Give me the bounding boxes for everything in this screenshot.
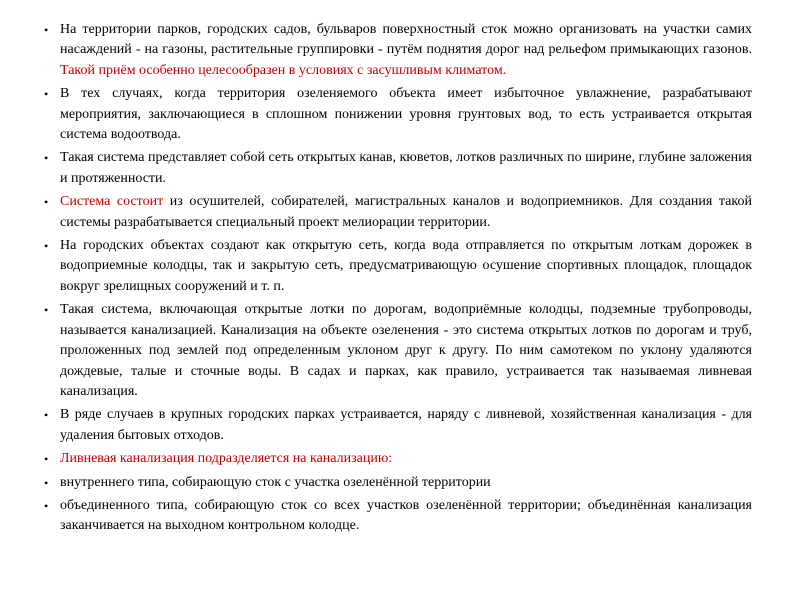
bullet-text: На территории парков, городских садов, бульваров поверхностный сток можно организовать на участки самих насаждений - на газоны, растительные группировки - путём поднятия дорог над рельефом примыкающих газонов. bbox=[60, 22, 752, 58]
bullet-highlight: Система состоит bbox=[60, 194, 164, 210]
bullet-item-5 bbox=[44, 236, 752, 297]
bullet-dot-icon: • bbox=[44, 151, 49, 166]
bullet-dot-icon: • bbox=[44, 408, 49, 423]
bullet-item-10 bbox=[44, 496, 752, 537]
bullet-list bbox=[44, 20, 752, 537]
bullet-item-4 bbox=[44, 192, 752, 233]
bullet-item-1 bbox=[44, 20, 752, 81]
bullet-dot-icon: • bbox=[44, 498, 49, 513]
slide-content bbox=[44, 20, 752, 540]
bullet-text: Такая система представляет собой сеть открытых канав, кюветов, лотков различных по ширине, глубине заложения и протяженности. bbox=[60, 150, 752, 186]
bullet-item-3 bbox=[44, 148, 752, 189]
bullet-item-8 bbox=[44, 449, 752, 469]
bullet-dot-icon: • bbox=[44, 452, 49, 467]
bullet-text: внутреннего типа, собирающую сток с участка озеленённой территории bbox=[60, 474, 491, 490]
bullet-item-2 bbox=[44, 84, 752, 145]
bullet-dot-icon: • bbox=[44, 239, 49, 254]
bullet-highlight: Ливневая канализация подразделяется на канализацию: bbox=[60, 451, 393, 467]
bullet-dot-icon: • bbox=[44, 23, 49, 37]
bullet-dot-icon: • bbox=[44, 475, 49, 490]
bullet-item-6 bbox=[44, 300, 752, 402]
bullet-dot-icon: • bbox=[44, 195, 49, 210]
bullet-highlight: Такой приём особенно целесообразен в условиях с засушливым климатом. bbox=[60, 62, 507, 78]
bullet-dot-icon: • bbox=[44, 87, 49, 102]
bullet-text: В ряде случаев в крупных городских парках устраивается, наряду с ливневой, хозяйственная канализация - для удаления бытовых отходов. bbox=[60, 407, 752, 443]
bullet-text: объединенного типа, собирающую сток со всех участков озеленённой территории; объединённая канализация заканчивается на выходном контрольном колодце. bbox=[60, 497, 752, 534]
bullet-item-9 bbox=[44, 473, 752, 493]
bullet-text: из осушителей, собирателей, магистральных каналов и водоприемников. Для создания такой системы разрабатывается специальный проект мелиорации территории. bbox=[60, 194, 752, 230]
bullet-item-7 bbox=[44, 405, 752, 446]
bullet-text: В тех случаях, когда территория озеленяемого объекта имеет избыточное увлажнение, разрабатывают мероприятия, заключающиеся в сплошном понижении уровня грунтовых вод, то есть устраивается открытая система водоотвода. bbox=[60, 86, 752, 143]
bullet-text: На городских объектах создают как открытую сеть, когда вода отправляется по открытым лоткам дорожек в водоприемные колодцы, так и закрытую сеть, предусматривающую осушение спортивных площадок, площадок вокруг зрелищных сооружений и т. п. bbox=[60, 238, 752, 294]
bullet-dot-icon: • bbox=[44, 303, 49, 318]
bullet-text: Такая система, включающая открытые лотки по дорогам, водоприёмные колодцы, подземные трубопроводы, называется канализацией. Канализация на объекте озеленения - это система открытых лотков по дорогам и труб, проложенных под землей под определенным уклоном друг к другу. По ним самотеком по уклону удаляются дождевые, талые и сточные воды. В садах и парках, как правило, устраивается так называемая ливневая канализация. bbox=[60, 302, 752, 399]
